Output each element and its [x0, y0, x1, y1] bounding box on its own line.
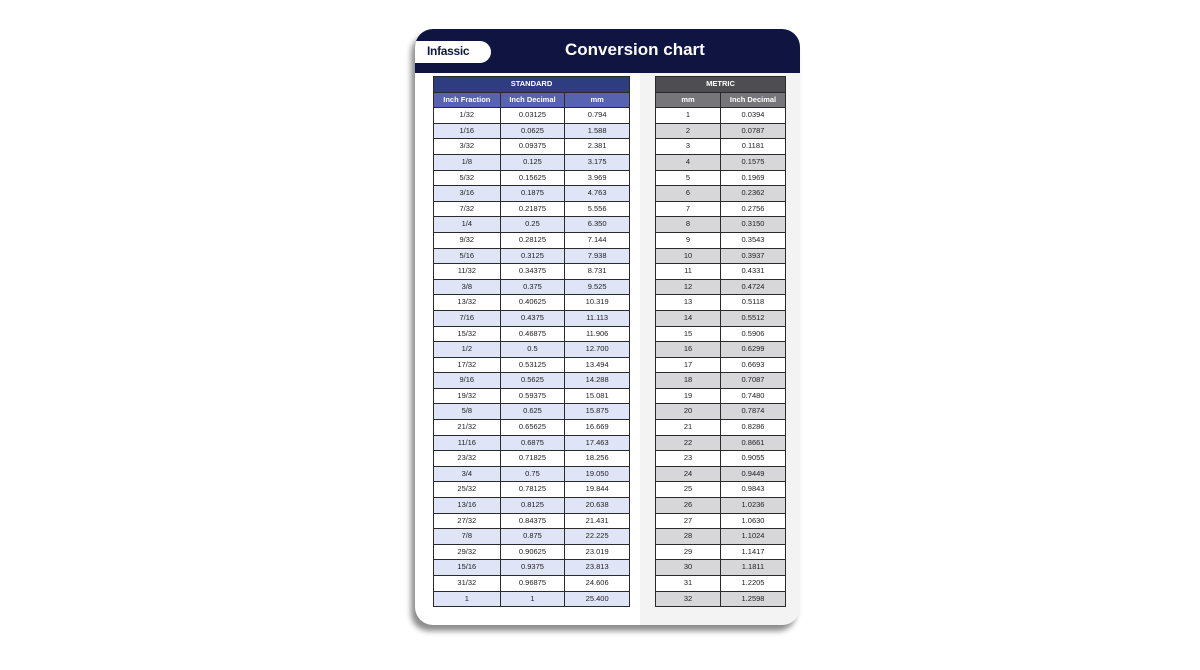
table-cell: 3/16 [434, 186, 501, 202]
table-cell: 0.03125 [500, 108, 565, 124]
table-cell: 7/8 [434, 529, 501, 545]
table-row [656, 388, 786, 404]
table-cell: 17 [656, 357, 721, 373]
table-row [434, 342, 630, 358]
col-inch-fraction: Inch Fraction [434, 92, 501, 108]
table-cell: 0.3150 [721, 217, 786, 233]
table-row [434, 435, 630, 451]
table-row [434, 498, 630, 514]
table-cell: 1 [500, 591, 565, 607]
table-row [656, 591, 786, 607]
table-cell: 12 [656, 279, 721, 295]
page-title: Conversion chart [565, 40, 705, 59]
table-row [434, 591, 630, 607]
table-cell: 0.875 [500, 529, 565, 545]
table-cell: 0.46875 [500, 326, 565, 342]
table-cell: 23/32 [434, 451, 501, 467]
table-cell: 15.081 [565, 388, 630, 404]
table-cell: 0.7087 [721, 373, 786, 389]
table-cell: 1/4 [434, 217, 501, 233]
table-cell: 0.7874 [721, 404, 786, 420]
table-cell: 7.938 [565, 248, 630, 264]
table-cell: 0.9375 [500, 560, 565, 576]
table-cell: 12.700 [565, 342, 630, 358]
table-cell: 20.638 [565, 498, 630, 514]
table-cell: 1.0236 [721, 498, 786, 514]
table-cell: 19.050 [565, 466, 630, 482]
table-cell: 0.0394 [721, 108, 786, 124]
table-row [434, 232, 630, 248]
table-cell: 0.9055 [721, 451, 786, 467]
header-bar [415, 29, 800, 73]
table-cell: 0.5625 [500, 373, 565, 389]
table-row [656, 123, 786, 139]
table-cell: 0.21875 [500, 201, 565, 217]
table-cell: 0.28125 [500, 232, 565, 248]
table-cell: 0.4375 [500, 310, 565, 326]
table-cell: 6.350 [565, 217, 630, 233]
table-row [656, 108, 786, 124]
table-cell: 5 [656, 170, 721, 186]
table-cell: 0.71825 [500, 451, 565, 467]
table-row [656, 357, 786, 373]
table-cell: 13.494 [565, 357, 630, 373]
table-cell: 0.53125 [500, 357, 565, 373]
table-cell: 7.144 [565, 232, 630, 248]
table-cell: 15/32 [434, 326, 501, 342]
table-row [434, 154, 630, 170]
table-cell: 1.1024 [721, 529, 786, 545]
table-row [656, 513, 786, 529]
table-row [656, 451, 786, 467]
table-row [656, 248, 786, 264]
table-cell: 15 [656, 326, 721, 342]
table-cell: 3/32 [434, 139, 501, 155]
table-row [434, 170, 630, 186]
table-cell: 29/32 [434, 544, 501, 560]
table-cell: 0.3937 [721, 248, 786, 264]
table-cell: 10 [656, 248, 721, 264]
table-cell: 1.2205 [721, 576, 786, 592]
table-cell: 19/32 [434, 388, 501, 404]
table-cell: 15/16 [434, 560, 501, 576]
table-cell: 15.875 [565, 404, 630, 420]
table-cell: 0.15625 [500, 170, 565, 186]
table-cell: 25 [656, 482, 721, 498]
table-cell: 27/32 [434, 513, 501, 529]
table-cell: 23 [656, 451, 721, 467]
table-row [434, 310, 630, 326]
table-row [434, 123, 630, 139]
table-row [656, 186, 786, 202]
table-cell: 8 [656, 217, 721, 233]
table-cell: 2 [656, 123, 721, 139]
table-cell: 20 [656, 404, 721, 420]
table-cell: 0.75 [500, 466, 565, 482]
table-cell: 16 [656, 342, 721, 358]
table-row [656, 404, 786, 420]
table-cell: 21/32 [434, 420, 501, 436]
table-row [656, 326, 786, 342]
table-cell: 21.431 [565, 513, 630, 529]
table-cell: 22 [656, 435, 721, 451]
table-cell: 0.5512 [721, 310, 786, 326]
table-row [656, 498, 786, 514]
table-cell: 26 [656, 498, 721, 514]
table-cell: 10.319 [565, 295, 630, 311]
table-cell: 0.375 [500, 279, 565, 295]
table-row [656, 264, 786, 280]
table-cell: 1/32 [434, 108, 501, 124]
table-row [434, 466, 630, 482]
table-cell: 17.463 [565, 435, 630, 451]
table-cell: 0.3125 [500, 248, 565, 264]
table-cell: 0.9843 [721, 482, 786, 498]
table-cell: 9/16 [434, 373, 501, 389]
table-cell: 0.59375 [500, 388, 565, 404]
col-inch-decimal: Inch Decimal [500, 92, 565, 108]
table-cell: 7 [656, 201, 721, 217]
table-cell: 0.40625 [500, 295, 565, 311]
table-cell: 0.6875 [500, 435, 565, 451]
table-row [656, 466, 786, 482]
table-row [656, 232, 786, 248]
table-cell: 0.8125 [500, 498, 565, 514]
table-cell: 1/8 [434, 154, 501, 170]
table-row [434, 420, 630, 436]
table-row [656, 201, 786, 217]
standard-title: STANDARD [434, 77, 630, 93]
table-cell: 0.625 [500, 404, 565, 420]
table-row [434, 295, 630, 311]
table-cell: 19 [656, 388, 721, 404]
table-cell: 0.65625 [500, 420, 565, 436]
table-cell: 0.8661 [721, 435, 786, 451]
table-row [434, 560, 630, 576]
table-cell: 30 [656, 560, 721, 576]
table-cell: 3.969 [565, 170, 630, 186]
table-cell: 4.763 [565, 186, 630, 202]
table-cell: 6 [656, 186, 721, 202]
table-cell: 0.90625 [500, 544, 565, 560]
table-cell: 5.556 [565, 201, 630, 217]
table-cell: 0.0787 [721, 123, 786, 139]
table-cell: 13/32 [434, 295, 501, 311]
table-row [656, 544, 786, 560]
table-cell: 13/16 [434, 498, 501, 514]
table-row [434, 482, 630, 498]
table-row [434, 513, 630, 529]
table-cell: 0.4331 [721, 264, 786, 280]
table-cell: 3/4 [434, 466, 501, 482]
table-row [656, 435, 786, 451]
table-cell: 18 [656, 373, 721, 389]
metric-title: METRIC [656, 77, 786, 93]
table-cell: 11/16 [434, 435, 501, 451]
table-row [656, 154, 786, 170]
table-row [434, 404, 630, 420]
table-cell: 1/16 [434, 123, 501, 139]
table-row [656, 279, 786, 295]
table-cell: 9.525 [565, 279, 630, 295]
table-row [434, 373, 630, 389]
table-row [656, 482, 786, 498]
table-row [434, 544, 630, 560]
table-row [656, 373, 786, 389]
table-cell: 28 [656, 529, 721, 545]
table-cell: 18.256 [565, 451, 630, 467]
table-row [434, 201, 630, 217]
table-row [434, 451, 630, 467]
table-cell: 0.96875 [500, 576, 565, 592]
table-cell: 0.4724 [721, 279, 786, 295]
table-cell: 0.794 [565, 108, 630, 124]
table-cell: 0.6693 [721, 357, 786, 373]
table-row [434, 264, 630, 280]
table-cell: 22.225 [565, 529, 630, 545]
table-cell: 31/32 [434, 576, 501, 592]
table-cell: 24.606 [565, 576, 630, 592]
table-cell: 5/32 [434, 170, 501, 186]
table-row [434, 139, 630, 155]
table-cell: 1.1417 [721, 544, 786, 560]
table-row [434, 326, 630, 342]
table-cell: 23.813 [565, 560, 630, 576]
table-row [656, 139, 786, 155]
table-row [434, 108, 630, 124]
table-cell: 0.5118 [721, 295, 786, 311]
table-cell: 3/8 [434, 279, 501, 295]
table-cell: 0.9449 [721, 466, 786, 482]
table-row [656, 310, 786, 326]
table-cell: 16.669 [565, 420, 630, 436]
table-cell: 21 [656, 420, 721, 436]
table-row [656, 420, 786, 436]
table-cell: 24 [656, 466, 721, 482]
table-cell: 23.019 [565, 544, 630, 560]
table-cell: 11.906 [565, 326, 630, 342]
col-mm: mm [656, 92, 721, 108]
table-row [434, 357, 630, 373]
table-cell: 0.7480 [721, 388, 786, 404]
table-cell: 0.6299 [721, 342, 786, 358]
table-cell: 11 [656, 264, 721, 280]
table-cell: 14.288 [565, 373, 630, 389]
table-cell: 9/32 [434, 232, 501, 248]
table-row [656, 560, 786, 576]
table-cell: 0.25 [500, 217, 565, 233]
table-cell: 0.0625 [500, 123, 565, 139]
table-cell: 1 [434, 591, 501, 607]
table-row [434, 248, 630, 264]
table-cell: 5/8 [434, 404, 501, 420]
table-cell: 32 [656, 591, 721, 607]
table-row [656, 295, 786, 311]
table-row [434, 279, 630, 295]
table-cell: 0.1181 [721, 139, 786, 155]
table-row [656, 342, 786, 358]
conversion-chart-card [415, 29, 800, 625]
table-cell: 0.1875 [500, 186, 565, 202]
table-cell: 0.1969 [721, 170, 786, 186]
table-cell: 7/32 [434, 201, 501, 217]
table-cell: 19.844 [565, 482, 630, 498]
standard-table [433, 76, 630, 607]
table-cell: 8.731 [565, 264, 630, 280]
table-row [434, 217, 630, 233]
table-cell: 0.78125 [500, 482, 565, 498]
table-row [434, 186, 630, 202]
table-cell: 11/32 [434, 264, 501, 280]
table-cell: 0.2756 [721, 201, 786, 217]
table-cell: 3.175 [565, 154, 630, 170]
table-row [656, 529, 786, 545]
table-cell: 13 [656, 295, 721, 311]
table-cell: 7/16 [434, 310, 501, 326]
logo-badge [415, 41, 491, 63]
table-cell: 1 [656, 108, 721, 124]
table-cell: 0.3543 [721, 232, 786, 248]
col-inch-decimal: Inch Decimal [721, 92, 786, 108]
table-cell: 31 [656, 576, 721, 592]
table-cell: 9 [656, 232, 721, 248]
table-cell: 11.113 [565, 310, 630, 326]
metric-table [655, 76, 786, 607]
col-mm: mm [565, 92, 630, 108]
table-row [434, 529, 630, 545]
table-row [656, 217, 786, 233]
table-cell: 0.2362 [721, 186, 786, 202]
table-cell: 17/32 [434, 357, 501, 373]
table-cell: 25.400 [565, 591, 630, 607]
table-cell: 1.1811 [721, 560, 786, 576]
table-row [434, 388, 630, 404]
table-cell: 27 [656, 513, 721, 529]
table-row [656, 576, 786, 592]
table-cell: 0.1575 [721, 154, 786, 170]
table-cell: 1.2598 [721, 591, 786, 607]
table-cell: 4 [656, 154, 721, 170]
table-cell: 1.588 [565, 123, 630, 139]
table-cell: 1/2 [434, 342, 501, 358]
table-cell: 0.5906 [721, 326, 786, 342]
table-cell: 25/32 [434, 482, 501, 498]
logo: Infassic [427, 44, 470, 58]
table-row [656, 170, 786, 186]
table-row [434, 576, 630, 592]
table-cell: 1.0630 [721, 513, 786, 529]
table-cell: 0.34375 [500, 264, 565, 280]
table-cell: 0.84375 [500, 513, 565, 529]
table-cell: 2.381 [565, 139, 630, 155]
table-cell: 0.5 [500, 342, 565, 358]
table-cell: 14 [656, 310, 721, 326]
table-cell: 29 [656, 544, 721, 560]
table-cell: 0.09375 [500, 139, 565, 155]
table-cell: 5/16 [434, 248, 501, 264]
table-cell: 0.8286 [721, 420, 786, 436]
table-cell: 3 [656, 139, 721, 155]
table-cell: 0.125 [500, 154, 565, 170]
